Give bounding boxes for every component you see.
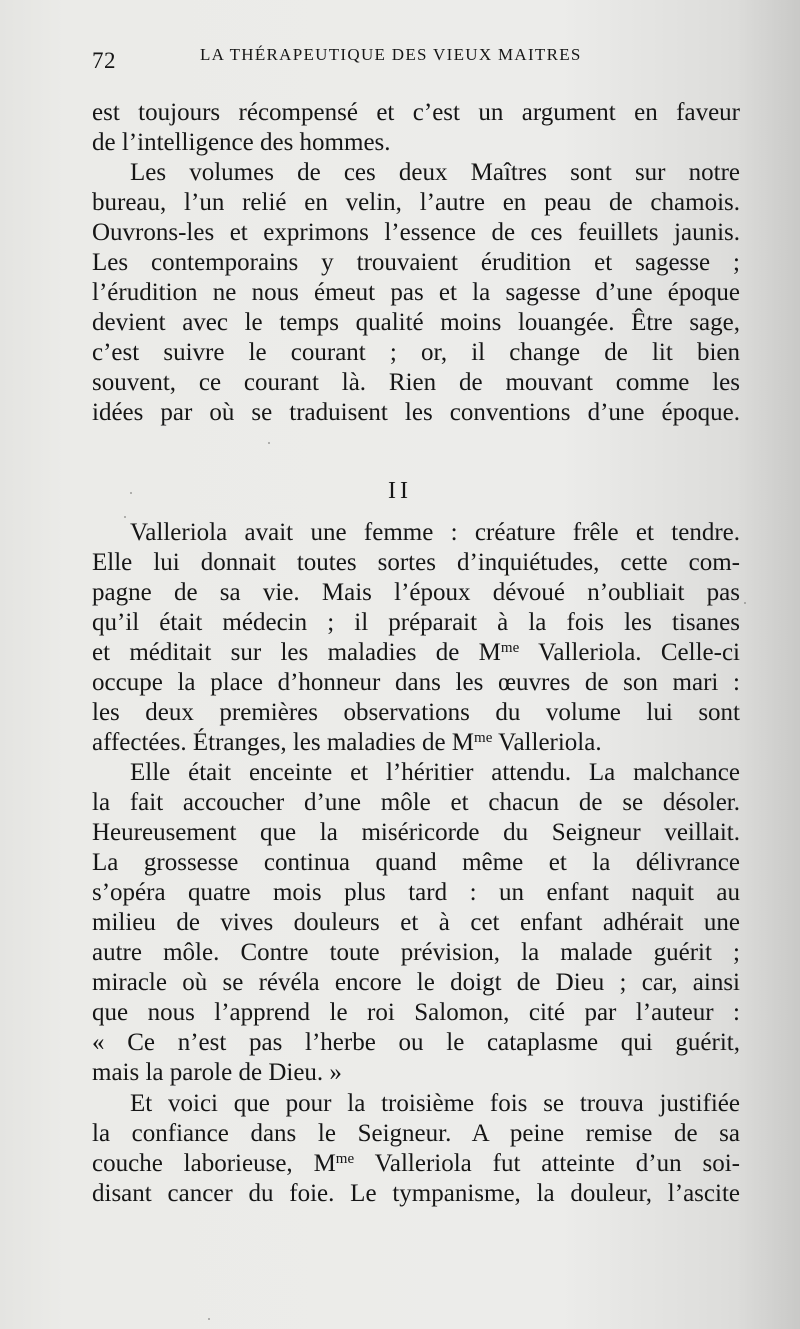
text-line: de l’intelligence des hommes.	[92, 129, 391, 156]
text-line: miracle où se révéla encore le doigt de Dieu ; car, ainsi	[92, 969, 740, 996]
text-line: les deux premières observations du volume lui sont	[92, 699, 740, 726]
paper-speck	[124, 516, 126, 518]
text-line: « Ce n’est pas l’herbe ou le cataplasme qui guérit,	[92, 1029, 740, 1056]
text-line: Elle lui donnait toutes sortes d’inquiétudes, cette com-	[92, 549, 740, 576]
text-line: Les contemporains y trouvaient érudition et sagesse ;	[92, 249, 740, 276]
section-one-text	[92, 98, 740, 428]
section-heading: II	[388, 478, 412, 504]
text-line: et méditait sur les maladies de $M^{me}$ Valleriola. Celle-ci	[92, 639, 740, 666]
text-line: Valleriola avait une femme : créature frêle et tendre.	[130, 519, 740, 546]
superscript-abbrev: me	[335, 1151, 355, 1167]
text-line: c’est suivre le courant ; or, il change de lit bien	[92, 339, 740, 366]
text-line: milieu de vives douleurs et à cet enfant adhérait une	[92, 909, 740, 936]
text-line: bureau, l’un relié en velin, l’autre en peau de chamois.	[92, 189, 740, 216]
text-line: affectées. Étranges, les maladies de $M^{me}$ Valleriola.	[92, 729, 602, 756]
paper-speck	[130, 492, 132, 494]
superscript-abbrev: me	[500, 640, 520, 656]
text-line: est toujours récompensé et c’est un argument en faveur	[92, 99, 740, 126]
text-line: pagne de sa vie. Mais l’époux dévoué n’oubliait pas	[92, 579, 740, 606]
paper-speck	[744, 602, 746, 604]
text-line: que nous l’apprend le roi Salomon, cité par l’auteur :	[92, 999, 740, 1026]
text-line: autre môle. Contre toute prévision, la malade guérit ;	[92, 939, 740, 966]
running-head	[92, 40, 652, 80]
text-line: Les volumes de ces deux Maîtres sont sur notre	[130, 159, 740, 186]
page-number: 72	[92, 48, 116, 73]
text-line: Et voici que pour la troisième fois se trouva justifiée	[130, 1090, 740, 1117]
text-line: La grossesse continua quand même et la délivrance	[92, 849, 740, 876]
superscript-abbrev: me	[474, 730, 493, 746]
text-line: idées par où se traduisent les conventions d’une époque.	[92, 399, 740, 426]
text-line: souvent, ce courant là. Rien de mouvant comme les	[92, 369, 740, 396]
text-line: la fait accoucher d’une môle et chacun de se désoler.	[92, 789, 740, 816]
text-line: la confiance dans le Seigneur. A peine remise de sa	[92, 1120, 740, 1147]
text-line: l’érudition ne nous émeut pas et la sagesse d’une époque	[92, 279, 740, 306]
text-line: qu’il était médecin ; il préparait à la fois les tisanes	[92, 609, 740, 636]
section-two-text	[92, 518, 740, 1209]
text-line: disant cancer du foie. Le tympanisme, la douleur, l’ascite	[92, 1180, 740, 1207]
paper-speck	[268, 442, 270, 444]
paper-speck	[208, 1318, 210, 1320]
text-line: Ouvrons-les et exprimons l’essence de ces feuillets jaunis.	[92, 219, 740, 246]
running-title: LA THÉRAPEUTIQUE DES VIEUX MAITRES	[200, 45, 582, 64]
text-line: s’opéra quatre mois plus tard : un enfant naquit au	[92, 879, 740, 906]
text-line: couche laborieuse, $M^{me}$ Valleriola fut atteinte d’un soi-	[92, 1150, 740, 1177]
text-line: Elle était enceinte et l’héritier attendu. La malchance	[130, 759, 740, 786]
text-line: occupe la place d’honneur dans les œuvres de son mari :	[92, 669, 740, 696]
text-line: devient avec le temps qualité moins louangée. Être sage,	[92, 309, 740, 336]
text-line: mais la parole de Dieu. »	[92, 1059, 342, 1086]
text-line: Heureusement que la miséricorde du Seigneur veillait.	[92, 819, 740, 846]
